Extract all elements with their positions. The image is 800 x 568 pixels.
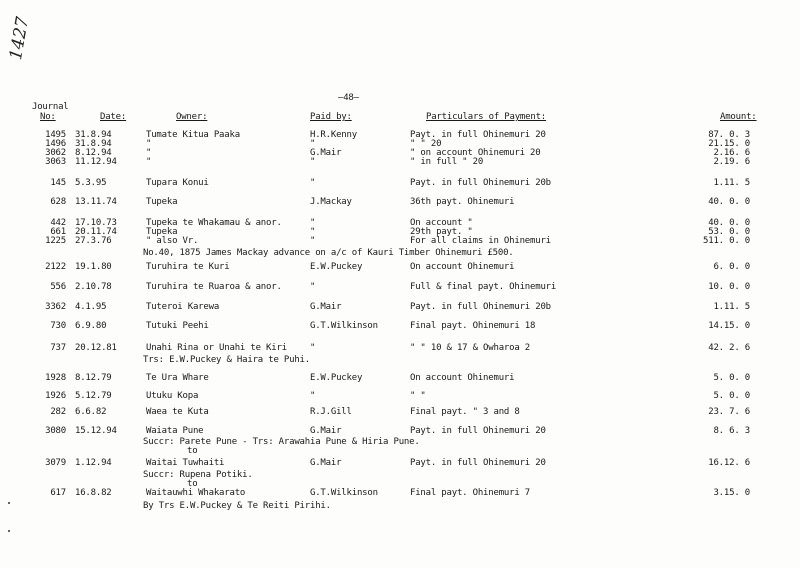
journal-no-cell: 3079	[45, 458, 66, 468]
journal-no-cell: 661	[50, 227, 66, 237]
owner-cell: "	[146, 139, 152, 149]
paid-by-cell: "	[310, 282, 316, 292]
particulars-cell: On account Ohinemuri	[410, 373, 515, 383]
date-cell: 27.3.76	[75, 236, 112, 246]
handwritten-annotation: 1427	[6, 15, 34, 62]
journal-no-cell: 1928	[45, 373, 66, 383]
journal-no-cell: 1496	[45, 139, 66, 149]
owner-cell: Tuteroi Karewa	[146, 302, 220, 312]
date-cell: 6.9.80	[75, 321, 107, 331]
particulars-cell: " " 10 & 17 & Owharoa 2	[410, 343, 531, 353]
owner-cell: Unahi Rina or Unahi te Kiri	[146, 343, 287, 353]
date-cell: 8.12.94	[75, 148, 112, 158]
date-cell: 15.12.94	[75, 426, 117, 436]
paid-by-cell: G.Mair	[310, 148, 342, 158]
paid-by-cell: G.Mair	[310, 302, 342, 312]
paid-by-cell: E.W.Puckey	[310, 373, 363, 383]
paid-by-cell: "	[310, 391, 316, 401]
date-cell: 31.8.94	[75, 139, 112, 149]
particulars-cell: On account "	[410, 218, 473, 228]
date-cell: 8.12.79	[75, 373, 112, 383]
owner-cell: Turuhira te Kuri	[146, 262, 230, 272]
date-cell: 5.12.79	[75, 391, 112, 401]
amount-cell: 5. 0. 0	[713, 391, 750, 401]
owner-cell: Waitai Tuwhaiti	[146, 458, 225, 468]
header-paid-by: Paid by:	[310, 112, 352, 122]
journal-no-cell: 617	[50, 488, 66, 498]
note-3079-to: to	[187, 479, 198, 489]
particulars-cell: " on account Ohinemuri 20	[410, 148, 541, 158]
journal-no-cell: 730	[50, 321, 66, 331]
note-737: Trs: E.W.Puckey & Haira te Puhi.	[143, 355, 310, 365]
journal-no-cell: 3063	[45, 157, 66, 167]
owner-cell: Tupeka te Whakamau & anor.	[146, 218, 282, 228]
particulars-cell: Payt. in full Ohinemuri 20b	[410, 302, 551, 312]
note-1225: No.40, 1875 James Mackay advance on a/c of Kauri Timber Ohinemuri £500.	[143, 248, 514, 258]
amount-cell: 40. 0. 0	[708, 197, 750, 207]
paid-by-cell: H.R.Kenny	[310, 130, 357, 140]
particulars-cell: For all claims in Ohinemuri	[410, 236, 551, 246]
paid-by-cell: G.Mair	[310, 426, 342, 436]
amount-cell: 10. 0. 0	[708, 282, 750, 292]
amount-cell: 53. 0. 0	[708, 227, 750, 237]
header-journal: Journal	[32, 102, 69, 112]
journal-no-cell: 282	[50, 407, 66, 417]
paid-by-cell: "	[310, 218, 316, 228]
owner-cell: Tupeka	[146, 227, 178, 237]
owner-cell: Tumate Kitua Paaka	[146, 130, 240, 140]
date-cell: 5.3.95	[75, 178, 107, 188]
amount-cell: 3.15. 0	[713, 488, 750, 498]
amount-cell: 87. 0. 3	[708, 130, 750, 140]
amount-cell: 40. 0. 0	[708, 218, 750, 228]
date-cell: 4.1.95	[75, 302, 107, 312]
date-cell: 19.1.80	[75, 262, 112, 272]
header-date: Date:	[100, 112, 127, 122]
journal-no-cell: 3062	[45, 148, 66, 158]
particulars-cell: Payt. in full Ohinemuri 20	[410, 130, 546, 140]
journal-no-cell: 3080	[45, 426, 66, 436]
date-cell: 1.12.94	[75, 458, 112, 468]
margin-mark	[8, 530, 10, 532]
header-particulars: Particulars of Payment:	[426, 112, 547, 122]
particulars-cell: 29th payt. "	[410, 227, 473, 237]
owner-cell: "	[146, 148, 152, 158]
amount-cell: 5. 0. 0	[713, 373, 750, 383]
journal-no-cell: 145	[50, 178, 66, 188]
date-cell: 20.11.74	[75, 227, 117, 237]
paid-by-cell: "	[310, 343, 316, 353]
journal-no-cell: 3362	[45, 302, 66, 312]
paid-by-cell: G.T.Wilkinson	[310, 488, 378, 498]
date-cell: 31.8.94	[75, 130, 112, 140]
amount-cell: 42. 2. 6	[708, 343, 750, 353]
header-no: No:	[40, 112, 56, 122]
paid-by-cell: R.J.Gill	[310, 407, 352, 417]
particulars-cell: Payt. in full Ohinemuri 20	[410, 426, 546, 436]
owner-cell: " also Vr.	[146, 236, 199, 246]
amount-cell: 511. 0. 0	[703, 236, 750, 246]
journal-no-cell: 1495	[45, 130, 66, 140]
date-cell: 6.6.82	[75, 407, 107, 417]
paid-by-cell: "	[310, 236, 316, 246]
amount-cell: 1.11. 5	[713, 302, 750, 312]
amount-cell: 1.11. 5	[713, 178, 750, 188]
paid-by-cell: J.Mackay	[310, 197, 352, 207]
owner-cell: Utuku Kopa	[146, 391, 199, 401]
date-cell: 13.11.74	[75, 197, 117, 207]
margin-mark	[8, 502, 10, 504]
owner-cell: Waiata Pune	[146, 426, 204, 436]
header-amount: Amount:	[720, 112, 757, 122]
owner-cell: Tupara Konui	[146, 178, 209, 188]
particulars-cell: On account Ohinemuri	[410, 262, 515, 272]
paid-by-cell: "	[310, 139, 316, 149]
date-cell: 20.12.81	[75, 343, 117, 353]
note-3079: Succr: Rupena Potiki.	[143, 470, 253, 480]
particulars-cell: Full & final payt. Ohinemuri	[410, 282, 557, 292]
paid-by-cell: "	[310, 227, 316, 237]
amount-cell: 21.15. 0	[708, 139, 750, 149]
date-cell: 11.12.94	[75, 157, 117, 167]
amount-cell: 2.16. 6	[713, 148, 750, 158]
owner-cell: Turuhira te Ruaroa & anor.	[146, 282, 282, 292]
owner-cell: Tutuki Peehi	[146, 321, 209, 331]
page-number: —48—	[338, 93, 359, 103]
paid-by-cell: G.Mair	[310, 458, 342, 468]
owner-cell: "	[146, 157, 152, 167]
paid-by-cell: E.W.Puckey	[310, 262, 363, 272]
particulars-cell: 36th payt. Ohinemuri	[410, 197, 515, 207]
journal-no-cell: 556	[50, 282, 66, 292]
particulars-cell: Payt. in full Ohinemuri 20b	[410, 178, 551, 188]
owner-cell: Tupeka	[146, 197, 178, 207]
paid-by-cell: "	[310, 157, 316, 167]
header-owner: Owner:	[176, 112, 208, 122]
journal-no-cell: 628	[50, 197, 66, 207]
amount-cell: 16.12. 6	[708, 458, 750, 468]
particulars-cell: Final payt. Ohinemuri 18	[410, 321, 536, 331]
date-cell: 16.8.82	[75, 488, 112, 498]
particulars-cell: " "	[410, 391, 426, 401]
amount-cell: 23. 7. 6	[708, 407, 750, 417]
amount-cell: 8. 6. 3	[713, 426, 750, 436]
journal-no-cell: 1926	[45, 391, 66, 401]
particulars-cell: Payt. in full Ohinemuri 20	[410, 458, 546, 468]
particulars-cell: Final payt. Ohinemuri 7	[410, 488, 531, 498]
owner-cell: Waea te Kuta	[146, 407, 209, 417]
particulars-cell: Final payt. " 3 and 8	[410, 407, 520, 417]
journal-no-cell: 1225	[45, 236, 66, 246]
note-3080: Succr: Parete Pune - Trs: Arawahia Pune & Hiria Pune.	[143, 437, 420, 447]
note-3080-to: to	[187, 446, 198, 456]
particulars-cell: " in full " 20	[410, 157, 484, 167]
journal-no-cell: 442	[50, 218, 66, 228]
journal-no-cell: 737	[50, 343, 66, 353]
date-cell: 2.10.78	[75, 282, 112, 292]
amount-cell: 2.19. 6	[713, 157, 750, 167]
paid-by-cell: G.T.Wilkinson	[310, 321, 378, 331]
journal-no-cell: 2122	[45, 262, 66, 272]
amount-cell: 6. 0. 0	[713, 262, 750, 272]
owner-cell: Waitauwhi Whakarato	[146, 488, 246, 498]
amount-cell: 14.15. 0	[708, 321, 750, 331]
note-617: By Trs E.W.Puckey & Te Reiti Pirihi.	[143, 501, 331, 511]
particulars-cell: " " 20	[410, 139, 442, 149]
owner-cell: Te Ura Whare	[146, 373, 209, 383]
paid-by-cell: "	[310, 178, 316, 188]
date-cell: 17.10.73	[75, 218, 117, 228]
